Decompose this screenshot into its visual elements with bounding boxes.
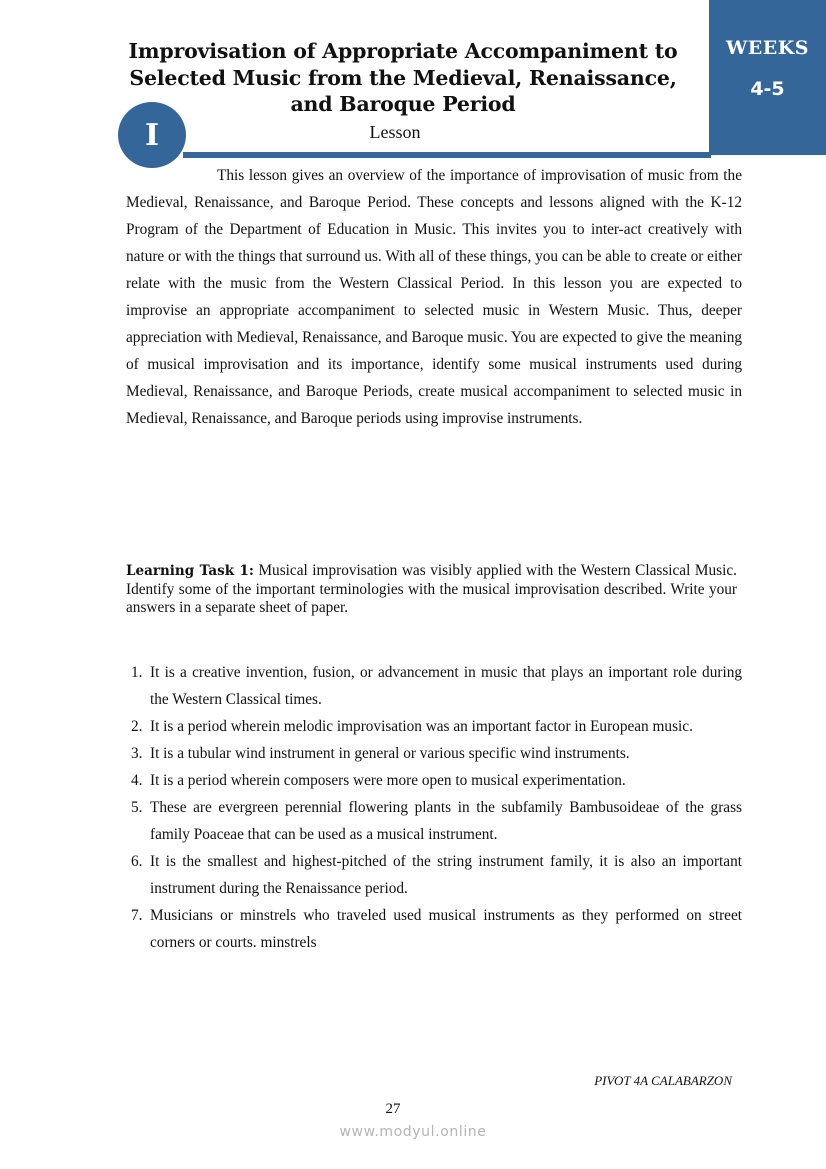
item-number: 5. [131,799,143,816]
item-text: It is a creative invention, fusion, or advancement in music that plays an important role during the Western Classical times. [150,664,742,708]
page-number: 27 [385,1101,401,1117]
list-item [131,659,742,713]
item-number: 6. [131,853,143,870]
lesson-numeral-badge: I [118,102,186,168]
weeks-range: 4-5 [750,78,785,100]
learning-task-instructions: Musical improvisation was visibly applied with the Western Classical Music. Identify some of the important terminologies with the musical improvisation described. Write your answers in a separate sheet of paper. [126,562,737,616]
page-title [112,38,694,118]
list-item [131,794,742,848]
item-text: These are evergreen perennial flowering plants in the subfamily Bambusoideae of the grass family Poaceae that can be used as a musical instrument. [150,799,742,843]
intro-paragraph: This lesson gives an overview of the importance of improvisation of music from the Medieval, Renaissance, and Baroque Period. These concepts and lessons aligned with the K-12 Program of the Department of Education in Music. This invites you to inter-act creatively with nature or with the things that surround us. With all of these things, you can be able to create or either relate with the music from the Western Classical Period. In this lesson you are expected to improvise an appropriate accompaniment to selected music in Western Music. Thus, deeper appreciation with Medieval, Renaissance, and Baroque music. You are expected to give the meaning of musical improvisation and its importance, identify some musical instruments used during Medieval, Renaissance, and Baroque Periods, create musical accompaniment to selected music in Medieval, Renaissance, and Baroque periods using improvise instruments. [126,167,742,427]
list-item [131,740,742,767]
list-item [131,713,742,740]
item-number: 7. [131,907,143,924]
item-number: 4. [131,772,143,789]
title-line: and Baroque Period [290,92,516,116]
item-text: It is a tubular wind instrument in general or various specific wind instruments. [150,745,630,762]
task-item-list [131,659,742,956]
title-line: Selected Music from the Medieval, Renaissance, [129,65,677,90]
learning-task-label: Learning Task 1: [126,563,254,579]
title-line: Improvisation of Appropriate Accompaniment to [128,39,678,63]
item-text: It is the smallest and highest-pitched of the string instrument family, it is also an important instrument during the Renaissance period. [150,853,742,897]
item-text: Musicians or minstrels who traveled used musical instruments as they performed on street corners or courts. minstrels [150,907,742,951]
footer-organization: PIVOT 4A CALABARZON [594,1073,732,1088]
header-divider [183,152,711,158]
item-number: 1. [131,664,143,681]
list-item [131,902,742,956]
weeks-label: WEEKS [725,37,810,59]
learning-task [126,562,737,618]
weeks-badge [709,0,826,155]
list-item [131,767,742,794]
list-item [131,848,742,902]
item-text: It is a period wherein melodic improvisation was an important factor in European music. [150,718,693,735]
lesson-label: Lesson [369,122,421,142]
item-text: It is a period wherein composers were more open to musical experimentation. [150,772,626,789]
item-number: 2. [131,718,143,735]
item-number: 3. [131,745,143,762]
watermark-link[interactable]: www.modyul.online [339,1124,487,1140]
